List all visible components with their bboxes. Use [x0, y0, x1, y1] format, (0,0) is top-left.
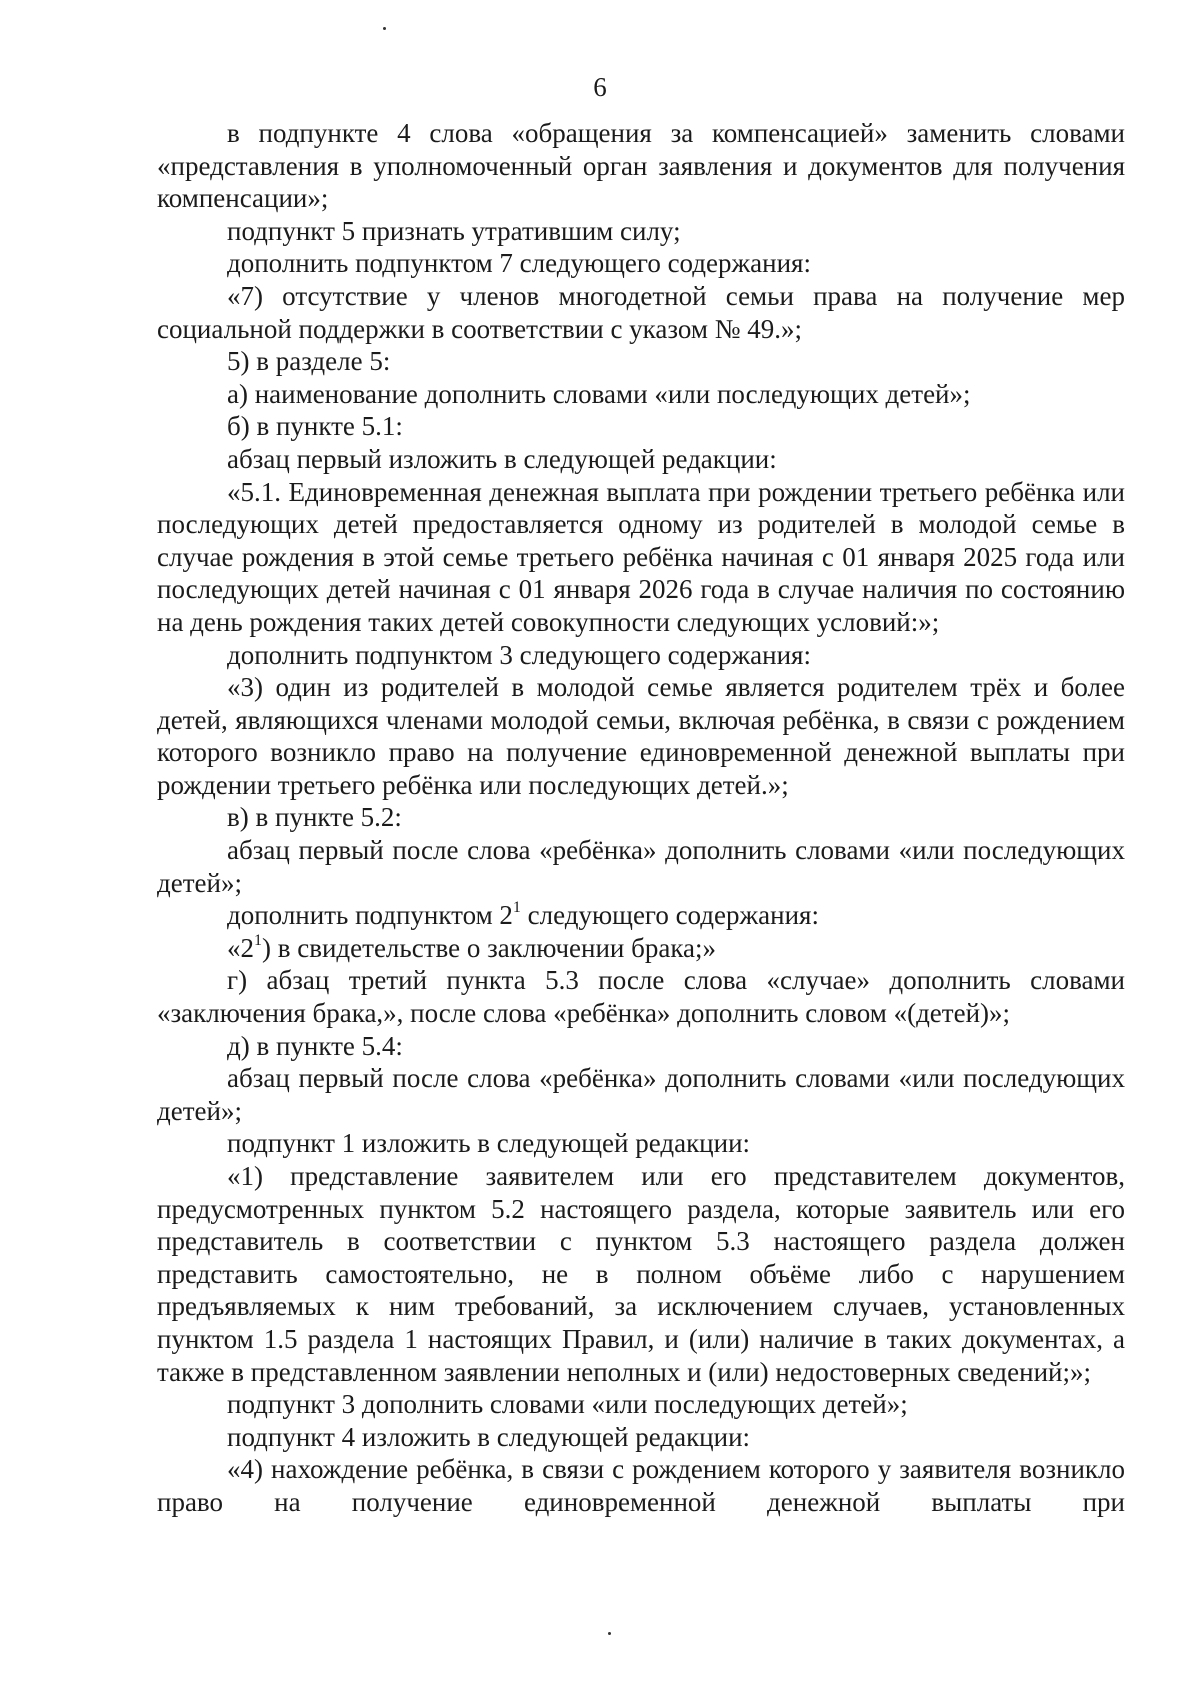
- paragraph: «7) отсутствие у членов многодетной семьи права на получение мер социальной поддержки в соответствии с указом № 49.»;: [157, 280, 1125, 344]
- paragraph: «4) нахождение ребёнка, в связи с рождением которого у заявителя возникло право на получение единовременной денежной выплаты при: [157, 1454, 1125, 1517]
- paragraph: абзац первый после слова «ребёнка» дополнить словами «или последующих детей»;: [157, 1063, 1125, 1126]
- paragraph: дополнить подпунктом 3 следующего содержания:: [227, 639, 811, 670]
- paragraph-with-superscript: [157, 932, 1125, 965]
- scan-speck-top: [383, 27, 386, 30]
- paragraph: подпункт 1 изложить в следующей редакции:: [227, 1128, 751, 1159]
- paragraph: «5.1. Единовременная денежная выплата при рождении третьего ребёнка или последующих детей предоставляется одному из родителей в молодой семье в случае рождения в этой семье третьего ребёнка начиная с 01 января 2025 года или последующих детей начиная с 01 января 2026 года в случае наличия по состоянию на день рождения таких детей совокупности следующих условий:»;: [157, 476, 1125, 637]
- paragraph: г) абзац третий пункта 5.3 после слова «случае» дополнить словами «заключения брака,», после слова «ребёнка» дополнить словом «(детей)»;: [157, 965, 1125, 1029]
- paragraph: дополнить подпунктом 7 следующего содержания:: [227, 248, 811, 279]
- paragraph: б) в пункте 5.1:: [227, 411, 403, 442]
- superscript: 1: [254, 931, 262, 949]
- document-body: [157, 117, 1125, 1519]
- paragraph: подпункт 5 признать утратившим силу;: [227, 215, 681, 246]
- paragraph: абзац первый изложить в следующей редакции:: [227, 443, 777, 474]
- paragraph: «1) представление заявителем или его представителем документов, предусмотренных пунктом 5.2 настоящего раздела, которые заявитель или его представитель в соответствии с пунктом 5.3 настоящего раздела должен представить самостоятельно, не в полном объёме либо с нарушением предъявляемых к ним требований, за исключением случаев, установленных пунктом 1.5 раздела 1 настоящих Правил, и (или) наличие в таких документах, а также в представленном заявлении неполных и (или) недостоверных сведений;»;: [157, 1161, 1125, 1387]
- paragraph: абзац первый после слова «ребёнка» дополнить словами «или последующих детей»;: [157, 835, 1125, 898]
- superscript: 1: [512, 899, 521, 917]
- scan-speck-bottom: [608, 1632, 611, 1635]
- paragraph: «3) один из родителей в молодой семье является родителем трёх и более детей, являющихся членами молодой семьи, включая ребёнка, в связи с рождением которого возникло право на получение единовременной денежной выплаты при рождении третьего ребёнка или последующих детей.»;: [157, 672, 1125, 800]
- paragraph-text: «2: [227, 932, 254, 963]
- paragraph: подпункт 4 изложить в следующей редакции:: [227, 1421, 751, 1452]
- paragraph-text: ) в свидетельстве о заключении брака;»: [262, 932, 717, 963]
- paragraph: д) в пункте 5.4:: [227, 1030, 403, 1061]
- paragraph: а) наименование дополнить словами «или последующих детей»;: [227, 378, 971, 409]
- paragraph-text: дополнить подпунктом 2: [227, 900, 513, 931]
- paragraph: в подпункте 4 слова «обращения за компенсацией» заменить словами «представления в уполномоченный орган заявления и документов для получения компенсации»;: [157, 118, 1125, 214]
- paragraph: 5) в разделе 5:: [227, 346, 391, 377]
- paragraph: в) в пункте 5.2:: [227, 802, 402, 833]
- paragraph: подпункт 3 дополнить словами «или последующих детей»;: [227, 1389, 908, 1420]
- paragraph-with-superscript: [157, 899, 1125, 932]
- page-number: 6: [593, 72, 607, 102]
- paragraph-text: следующего содержания:: [520, 900, 819, 931]
